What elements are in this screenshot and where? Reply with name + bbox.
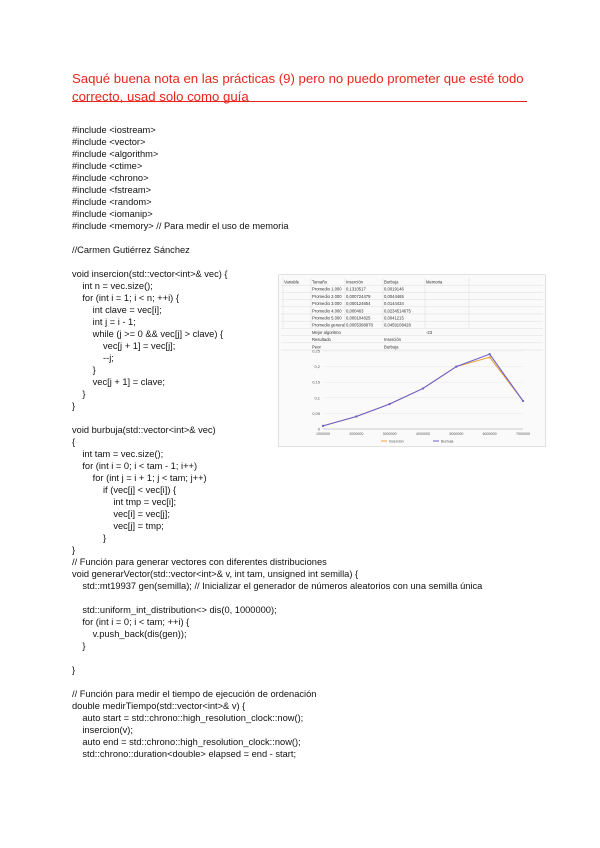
code-line: --j; [72,353,114,363]
code-block-generation-and-timing [72,556,482,760]
sheet-cell: 0,0041215 [384,315,404,321]
code-line: vec[j + 1] = clave; [72,377,166,387]
sheet-cell: 0,0234514675 [384,308,411,314]
sheet-cell: 0,000463 [346,308,364,314]
sheet-cell: Variable [284,279,300,285]
code-line: int j = i - 1; [72,317,136,327]
x-tick-label: 3000000 [382,432,397,436]
legend-label: Inserción [389,439,404,443]
code-line: #include <algorithm> [72,149,159,159]
x-tick-label: 2000000 [349,432,364,436]
code-line: } [72,545,76,555]
sheet-cell: 0,0144434 [384,301,404,307]
data-point [455,366,457,368]
guide-note: Saqué buena nota en las prácticas (9) pero no puedo prometer que esté todo correcto, usad solo como guía [72,71,524,104]
sheet-cell: Burbuja [384,279,399,285]
data-point [422,387,424,389]
code-line: } [72,665,76,675]
y-tick-label: 0,15 [312,379,320,385]
code-line: // Función para generar vectores con diferentes distribuciones [72,557,327,567]
y-tick-label: 0,25 [312,348,320,354]
code-line: { [72,437,76,447]
code-line: auto start = std::chrono::high_resolution_clock::now(); [72,713,304,723]
data-point [322,425,324,427]
code-line: #include <iomanip> [72,209,153,219]
legend-label: Burbuja [441,439,454,443]
sheet-cell: Promedio 2.000 [312,293,342,299]
series-line [323,357,523,426]
sheet-cell: Inserción [384,337,401,343]
sheet-cell: Promedio 3.000 [312,301,342,307]
code-line: insercion(v); [72,725,133,735]
data-point [489,353,491,355]
code-line: #include <random> [72,197,152,207]
code-line: #include <vector> [72,137,146,147]
x-tick-label: 6000000 [482,432,497,436]
sheet-cell: 0,000724479 [346,293,371,299]
code-line: for (int i = 0; i < tam - 1; i++) [72,461,198,471]
code-line: } [72,401,76,411]
sheet-cell: -23 [426,329,433,335]
data-point [522,400,524,402]
sheet-cell: 0,0459108428 [384,322,411,328]
sheet-cell: 0,000124654 [346,301,371,307]
code-line: int clave = vec[i]; [72,305,162,315]
code-line: int tam = vec.size(); [72,449,164,459]
sheet-cell: 0,0005398878 [346,322,373,328]
code-line [72,232,289,244]
code-line: } [72,641,86,651]
code-line: while (j >= 0 && vec[j] > clave) { [72,329,224,339]
code-line: auto end = std::chrono::high_resolution_clock::now(); [72,737,301,747]
code-line: double medirTiempo(std::vector<int>& v) { [72,701,246,711]
code-line [72,256,289,268]
code-line [72,676,482,688]
code-line: } [72,389,86,399]
code-line: vec[j] = tmp; [72,521,164,531]
code-line: #include <chrono> [72,173,149,183]
sheet-cell: Memoria [426,279,443,285]
note-divider [72,101,527,102]
series-line [323,354,523,426]
sheet-cell: 0,0019146 [384,286,404,292]
code-line: for (int j = i + 1; j < tam; j++) [72,473,207,483]
x-tick-label: 5000000 [449,432,464,436]
x-tick-label: 7000000 [516,432,530,436]
sheet-cell: Tamaño [312,279,327,285]
timing-line-chart [301,345,531,443]
sheet-cell: Inserción [346,279,363,285]
code-line: if (vec[j] < vec[i]) { [72,485,177,495]
code-line: int n = vec.size(); [72,281,153,291]
code-line: vec[j + 1] = vec[j]; [72,341,176,351]
code-line: } [72,533,107,543]
x-tick-label: 1000000 [316,432,330,436]
sheet-cell: Peor [312,344,321,350]
code-line [72,412,289,424]
code-line: void burbuja(std::vector<int>& vec) [72,425,216,435]
code-line: void generarVector(std::vector<int>& v, int tam, unsigned int semilla) { [72,569,359,579]
data-point [355,415,357,417]
code-line [72,592,482,604]
x-tick-label: 4000000 [416,432,430,436]
y-tick-label: 0,1 [314,395,320,401]
code-line: #include <memory> // Para medir el uso de memoria [72,221,289,231]
code-line: for (int i = 1; i < n; ++i) { [72,293,179,303]
sheet-cell: Promedio 4.000 [312,308,342,314]
code-line: vec[i] = vec[j]; [72,509,170,519]
sheet-cell: 0,1310517 [346,286,366,292]
sheet-cell: 0,000104825 [346,315,371,321]
code-line: // Función para medir el tiempo de ejecución de ordenación [72,689,317,699]
sheet-cell: 0,0044465 [384,293,404,299]
results-spreadsheet [279,275,545,355]
sheet-cell: Mejor algoritmo [312,329,341,335]
data-point [489,356,491,358]
sheet-cell: Promedio 5.000 [312,315,342,321]
code-line: void insercion(std::vector<int>& vec) { [72,269,228,279]
code-block-includes-and-sorts [72,124,289,556]
y-tick-label: 0,2 [314,364,320,370]
y-tick-label: 0,05 [312,410,320,416]
code-line [72,652,482,664]
code-line: std::chrono::duration<double> elapsed = end - start; [72,749,297,759]
code-line: for (int i = 0; i < tam; ++i) { [72,617,190,627]
sheet-cell: Resultado [312,337,331,343]
y-tick-label: 0 [317,426,320,432]
code-line: //Carmen Gutiérrez Sánchez [72,245,190,255]
code-line: #include <iostream> [72,125,156,135]
code-line: std::mt19937 gen(semilla); // Inicializar el generador de números aleatorios con una semilla única [72,581,483,591]
code-line: #include <ctime> [72,161,143,171]
code-line: } [72,365,96,375]
sheet-cell: Burbuja [384,344,399,350]
sheet-cell: Promedio general [312,322,346,328]
code-line: int tmp = vec[i]; [72,497,177,507]
data-point [389,403,391,405]
code-line: v.push_back(dis(gen)); [72,629,187,639]
sheet-cell: Promedio 1.000 [312,286,342,292]
code-line: std::uniform_int_distribution<> dis(0, 1000000); [72,605,277,615]
code-line: #include <fstream> [72,185,152,195]
spreadsheet-chart-figure [278,274,546,447]
